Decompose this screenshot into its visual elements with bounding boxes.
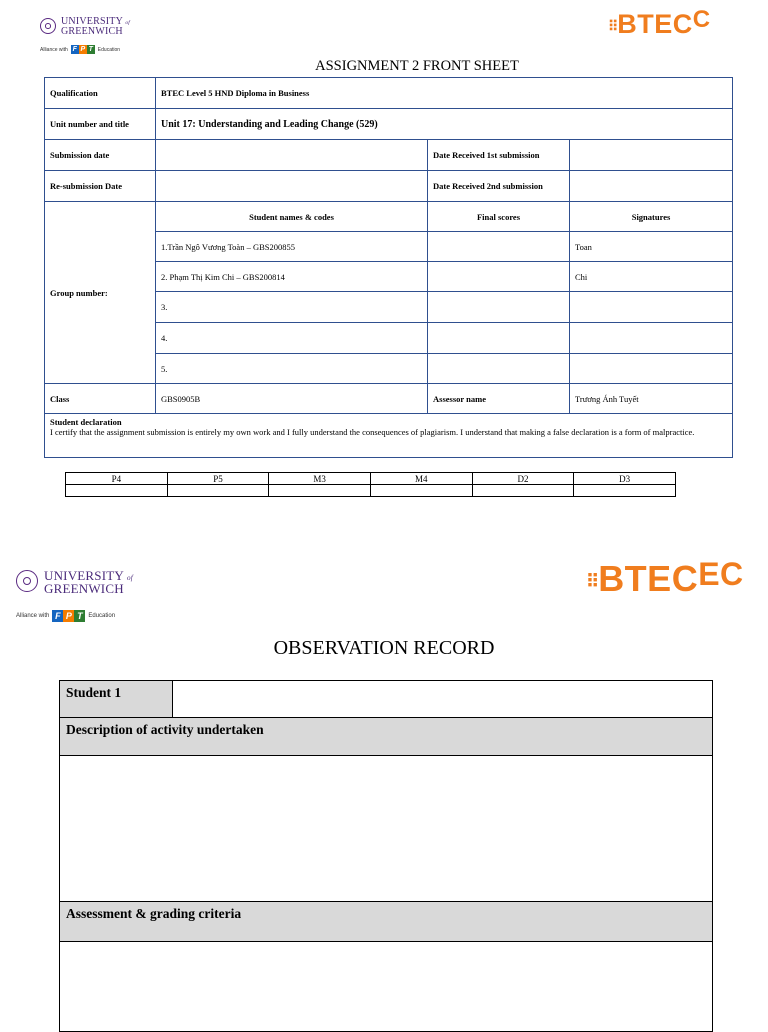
front-sheet-title: ASSIGNMENT 2 FRONT SHEET xyxy=(315,58,519,74)
btec-text: BTEC xyxy=(617,9,693,39)
description-body-row xyxy=(60,756,713,902)
criteria-body-row xyxy=(60,942,713,1032)
btec-dots-icon: ⠿ xyxy=(586,571,599,592)
alliance-suffix: Education xyxy=(97,46,121,53)
grade-header-d3: D3 xyxy=(574,473,676,485)
university-line2: GREENWICH xyxy=(61,26,123,37)
assessor-value: Trương Ánh Tuyết xyxy=(570,384,733,414)
description-header-row xyxy=(60,718,713,756)
observation-table xyxy=(59,680,713,1032)
btec-tail: EC xyxy=(698,556,744,592)
class-row xyxy=(45,384,733,414)
grades-table xyxy=(65,472,676,497)
student-label: Student 1 xyxy=(60,681,173,718)
university-of: of xyxy=(126,574,133,582)
col-students-header: Student names & codes xyxy=(156,202,428,232)
grade-value-p5 xyxy=(167,485,269,497)
declaration-title: Student declaration xyxy=(50,417,122,427)
criteria-header-row xyxy=(60,902,713,942)
btec-tail: C xyxy=(692,6,711,33)
fpt-letter-f: F xyxy=(52,610,63,622)
grade-header-m4: M4 xyxy=(370,473,472,485)
student-score xyxy=(428,323,570,354)
fpt-letter-p: P xyxy=(63,610,74,622)
grade-header-p4: P4 xyxy=(66,473,168,485)
university-logo-bottom xyxy=(16,569,133,595)
qualification-row xyxy=(45,78,733,109)
qualification-value: BTEC Level 5 HND Diploma in Business xyxy=(156,78,733,109)
date-received-1-label: Date Received 1st submission xyxy=(428,140,570,171)
class-label: Class xyxy=(45,384,156,414)
student-name: 3. xyxy=(156,292,428,323)
student-name: 5. xyxy=(156,354,428,384)
student-name: 2. Phạm Thị Kim Chi – GBS200814 xyxy=(156,262,428,292)
resubmission-row xyxy=(45,171,733,202)
declaration-row xyxy=(45,414,733,458)
alliance-logo-top xyxy=(40,45,120,54)
grade-value-d3 xyxy=(574,485,676,497)
alliance-prefix: Alliance with xyxy=(16,613,50,619)
student-score xyxy=(428,292,570,323)
student-name: 1.Trần Ngô Vương Toàn – GBS200855 xyxy=(156,232,428,262)
submission-date-value xyxy=(156,140,428,171)
student-signature xyxy=(570,323,733,354)
university-line1: UNIVERSITY xyxy=(61,16,123,27)
grade-value-p4 xyxy=(66,485,168,497)
grade-value-d2 xyxy=(472,485,574,497)
university-line2: GREENWICH xyxy=(44,581,124,597)
student-signature xyxy=(570,292,733,323)
description-label: Description of activity undertaken xyxy=(60,718,713,756)
btec-text: BTEC xyxy=(598,558,699,599)
resubmission-value xyxy=(156,171,428,202)
university-of: of xyxy=(125,20,131,26)
fpt-letter-t: T xyxy=(88,46,93,53)
student-signature xyxy=(570,354,733,384)
student-name: 4. xyxy=(156,323,428,354)
university-logo-top xyxy=(40,17,130,37)
student-signature: Toan xyxy=(570,232,733,262)
student-score xyxy=(428,232,570,262)
alliance-logo-bottom xyxy=(16,610,115,622)
declaration-cell xyxy=(45,414,733,458)
unit-value: Unit 17: Understanding and Leading Change (529) xyxy=(156,109,733,140)
description-value xyxy=(60,756,713,902)
declaration-text: I certify that the assignment submission is entirely my own work and I fully understand the consequences of plagiarism. I understand that making a false declaration is a form of malpractice. xyxy=(50,427,695,437)
observation-title: OBSERVATION RECORD xyxy=(273,637,495,659)
alliance-prefix: Alliance with xyxy=(40,46,68,53)
submission-date-label: Submission date xyxy=(45,140,156,171)
student-signature: Chi xyxy=(570,262,733,292)
student-score xyxy=(428,354,570,384)
grade-header-d2: D2 xyxy=(472,473,574,485)
unit-label: Unit number and title xyxy=(45,109,156,140)
resubmission-label: Re-submission Date xyxy=(45,171,156,202)
col-scores-header: Final scores xyxy=(428,202,570,232)
date-received-2-value xyxy=(570,171,733,202)
submission-row xyxy=(45,140,733,171)
grades-value-row xyxy=(66,485,676,497)
btec-logo-bottom xyxy=(586,558,744,597)
grade-value-m3 xyxy=(269,485,371,497)
student-value xyxy=(173,681,713,718)
qualification-label: Qualification xyxy=(45,78,156,109)
grades-header-row xyxy=(66,473,676,485)
criteria-label: Assessment & grading criteria xyxy=(60,902,713,942)
grade-header-m3: M3 xyxy=(269,473,371,485)
group-header-row xyxy=(45,202,733,232)
btec-dots-icon: ⠿ xyxy=(608,17,618,34)
university-crest-icon xyxy=(16,570,38,592)
date-received-1-value xyxy=(570,140,733,171)
university-name xyxy=(44,569,133,595)
alliance-suffix: Education xyxy=(88,613,116,619)
fpt-logo-icon xyxy=(52,610,85,622)
university-name xyxy=(61,17,130,37)
date-received-2-label: Date Received 2nd submission xyxy=(428,171,570,202)
btec-logo-top xyxy=(608,8,711,38)
front-sheet-table xyxy=(44,77,733,458)
fpt-letter-p: P xyxy=(80,46,86,53)
fpt-letter-t: T xyxy=(74,610,85,622)
fpt-letter-f: F xyxy=(72,46,77,53)
university-crest-icon xyxy=(40,18,56,34)
criteria-value xyxy=(60,942,713,1032)
grade-value-m4 xyxy=(370,485,472,497)
group-number-label: Group number: xyxy=(45,202,156,384)
student-score xyxy=(428,262,570,292)
assessor-label: Assessor name xyxy=(428,384,570,414)
grade-header-p5: P5 xyxy=(167,473,269,485)
col-signatures-header: Signatures xyxy=(570,202,733,232)
unit-row xyxy=(45,109,733,140)
class-value: GBS0905B xyxy=(156,384,428,414)
student-row xyxy=(60,681,713,718)
university-line1: UNIVERSITY xyxy=(44,568,124,583)
fpt-logo-icon xyxy=(71,45,95,54)
